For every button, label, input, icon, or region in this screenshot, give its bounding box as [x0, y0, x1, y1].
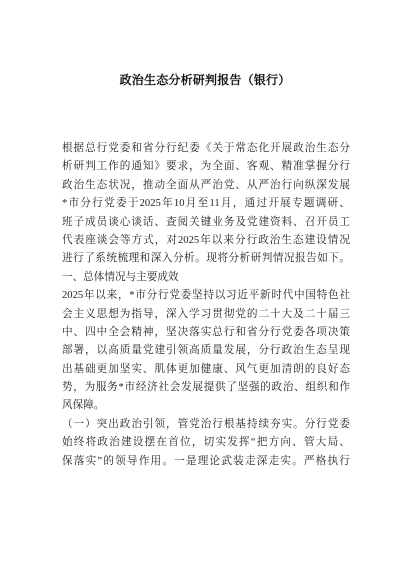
intro-paragraph	[62, 140, 350, 269]
text-line: 势，为服务*市经济社会发展提供了坚强的政治、组织和作	[62, 382, 350, 394]
text-line: 始终将政治建设摆在首位，切实发挥“把方向、管大局、	[62, 437, 350, 449]
text-line: 政治生态状况，推动全面从严治党、从严治行向纵深发展	[62, 179, 350, 191]
section-heading	[62, 269, 350, 287]
overview-paragraph	[62, 287, 350, 416]
subsection-paragraph	[62, 416, 350, 471]
document-title: 政治生态分析研判报告（银行）	[119, 73, 291, 87]
text-line: 根据总行党委和省分行纪委《关于常态化开展政治生态分	[62, 143, 350, 154]
text-line: 出基础更加坚实、肌体更加健康、风气更加清朗的良好态	[62, 363, 350, 375]
text-line: 班子成员谈心谈话、查阅关键业务及党建资料、召开员工	[62, 216, 350, 228]
text-line: 代表座谈会等方式，对2025年以来分行政治生态建设情况	[62, 234, 350, 246]
text-line: 2025年以来，*市分行党委坚持以习近平新时代中国特色社	[62, 290, 350, 302]
text-line: *市分行党委于2025年10月至11月，通过开展专题调研、	[62, 198, 350, 210]
text-line: 保落实”的领导作用。一是理论武装走深走实。严格执行	[62, 455, 350, 467]
section-heading-text: 一、总体情况与主要成效	[62, 271, 179, 283]
text-line: 部署，以高质量党建引领高质量发展，分行政治生态呈现	[62, 345, 350, 357]
text-line: 中、四中全会精神，坚决落实总行和省分行党委各项决策	[62, 326, 350, 338]
text-line: 会主义思想为指导，深入学习贯彻党的二十大及二十届三	[62, 308, 350, 320]
text-line: （一）突出政治引领，管党治行根基持续夯实。分行党委	[62, 418, 350, 430]
document-body	[62, 140, 350, 471]
text-line: 析研判工作的通知》要求，为全面、客观、精准掌握分行	[62, 161, 350, 173]
text-line: 进行了系统梳理和深入分析。现将分析研判情况报告如下。	[62, 253, 350, 265]
text-line: 风保障。	[62, 400, 105, 412]
